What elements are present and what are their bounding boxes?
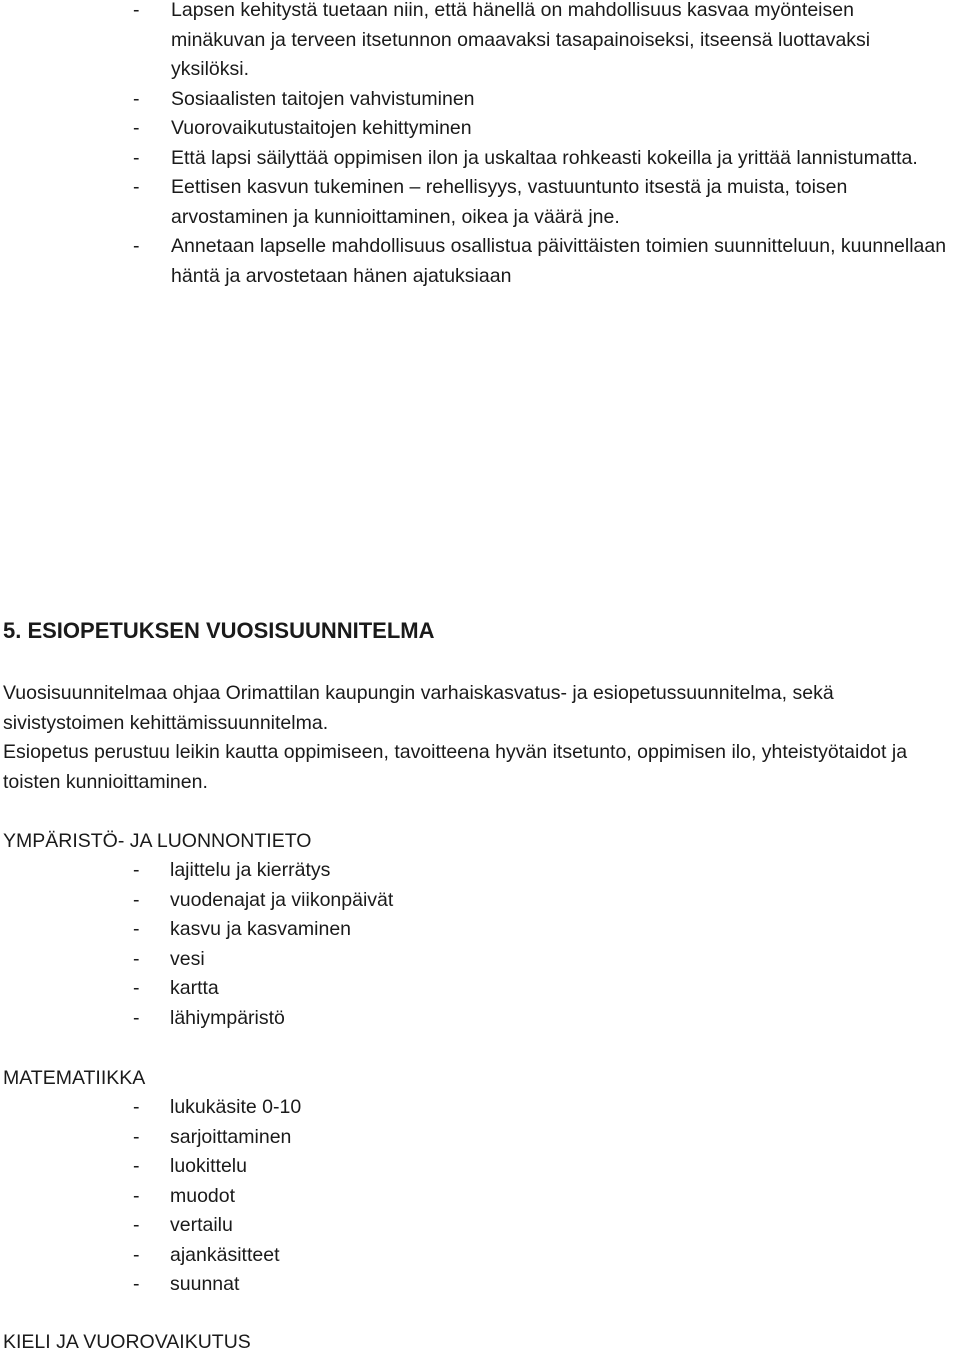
bullet-dash: - [133,1006,140,1029]
bullet-dash: - [133,1184,140,1207]
list-item [0,1152,960,1182]
list-item-text: vesi [170,947,205,970]
subheading-matematiikka: MATEMATIIKKA [3,1067,146,1089]
subheading-kieli: KIELI JA VUOROVAIKUTUS [3,1331,251,1353]
list-item [0,0,960,85]
bullet-dash: - [133,1243,140,1266]
list-item-text: kartta [170,977,219,999]
bullet-dash: - [133,87,140,110]
bullet-dash: - [133,947,140,970]
bullet-dash: - [133,176,140,198]
list-item-text: vuodenajat ja viikonpäivät [170,888,394,911]
bullet-dash: - [133,1155,140,1177]
list-item-text: luokittelu [170,1155,247,1177]
paragraph-curriculum: Vuosisuunnitelmaa ohjaa Orimattilan kaupungin varhaiskasvatus- ja esiopetussuunnitelma, sekä sivistystoimen kehittämissuunnitelma. [3,682,834,734]
list-item [0,1270,960,1300]
list-item-text: ajankäsitteet [170,1243,280,1266]
list-item [0,1211,960,1241]
list-item [0,856,960,886]
list-item [0,1123,960,1153]
list-item [0,945,960,975]
bullet-dash: - [133,859,140,881]
subheading-ymparisto: YMPÄRISTÖ- JA LUONNONTIETO [3,830,312,852]
list-item [0,1093,960,1123]
list-item-text: kasvu ja kasvaminen [170,918,352,940]
bullet-dash: - [133,1273,140,1295]
list-item-text: lajittelu ja kierrätys [170,859,331,881]
list-item [0,173,960,232]
list-item [0,915,960,945]
list-item-text: suunnat [170,1273,240,1295]
section-heading: 5. ESIOPETUKSEN VUOSISUUNNITELMA [3,618,435,643]
bullet-dash: - [133,235,140,257]
list-item-text: muodot [170,1184,236,1207]
list-item [0,1241,960,1271]
list-item-text: Annetaan lapselle mahdollisuus osallistua päivittäisten toimien suunnitteluun, kuunnellaan häntä ja arvostetaan hänen ajatuksiaan [171,235,947,287]
list-item-text: Vuorovaikutustaitojen kehittyminen [171,117,472,139]
paragraph-learning: Esiopetus perustuu leikin kautta oppimiseen, tavoitteena hyvän itsetunto, oppimisen ilo, yhteistyötaidot ja toisten kunnioittaminen. [3,741,908,793]
bullet-dash: - [133,1214,140,1236]
list-item [0,974,960,1004]
list-item-text: Lapsen kehitystä tuetaan niin, että hänellä on mahdollisuus kasvaa myönteisen minäkuvan ja terveen itsetunnon omaavaksi tasapainoiseksi, itseensä luottavaksi yksilöksi. [171,0,871,80]
goals-bullet-list [0,0,960,291]
list-item [0,144,960,174]
bullet-dash: - [133,977,140,999]
bullet-dash: - [133,888,140,911]
list-item-text: sarjoittaminen [170,1125,292,1148]
bullet-dash: - [133,117,140,139]
list-item-text: Eettisen kasvun tukeminen – rehellisyys, vastuuntunto itsestä ja muista, toisen arvostaminen ja kunnioittaminen, oikea ja väärä jne. [171,176,848,228]
list-item [0,1004,960,1034]
list-item-text: lukukäsite 0-10 [170,1096,302,1118]
list-item-text: Sosiaalisten taitojen vahvistuminen [171,87,475,110]
list-item-text: Että lapsi säilyttää oppimisen ilon ja uskaltaa rohkeasti kokeilla ja yrittää lannistumatta. [171,146,918,169]
ymparisto-topic-list [0,856,960,1033]
bullet-dash: - [133,1096,140,1118]
list-item [0,85,960,115]
bullet-dash: - [133,918,140,940]
bullet-dash: - [133,146,140,169]
matematiikka-topic-list [0,1093,960,1300]
list-item [0,886,960,916]
list-item-text: vertailu [170,1214,233,1236]
list-item [0,232,960,291]
list-item [0,114,960,144]
bullet-dash: - [133,0,140,21]
bullet-dash: - [133,1125,140,1148]
list-item-text: lähiympäristö [170,1006,285,1029]
list-item [0,1182,960,1212]
